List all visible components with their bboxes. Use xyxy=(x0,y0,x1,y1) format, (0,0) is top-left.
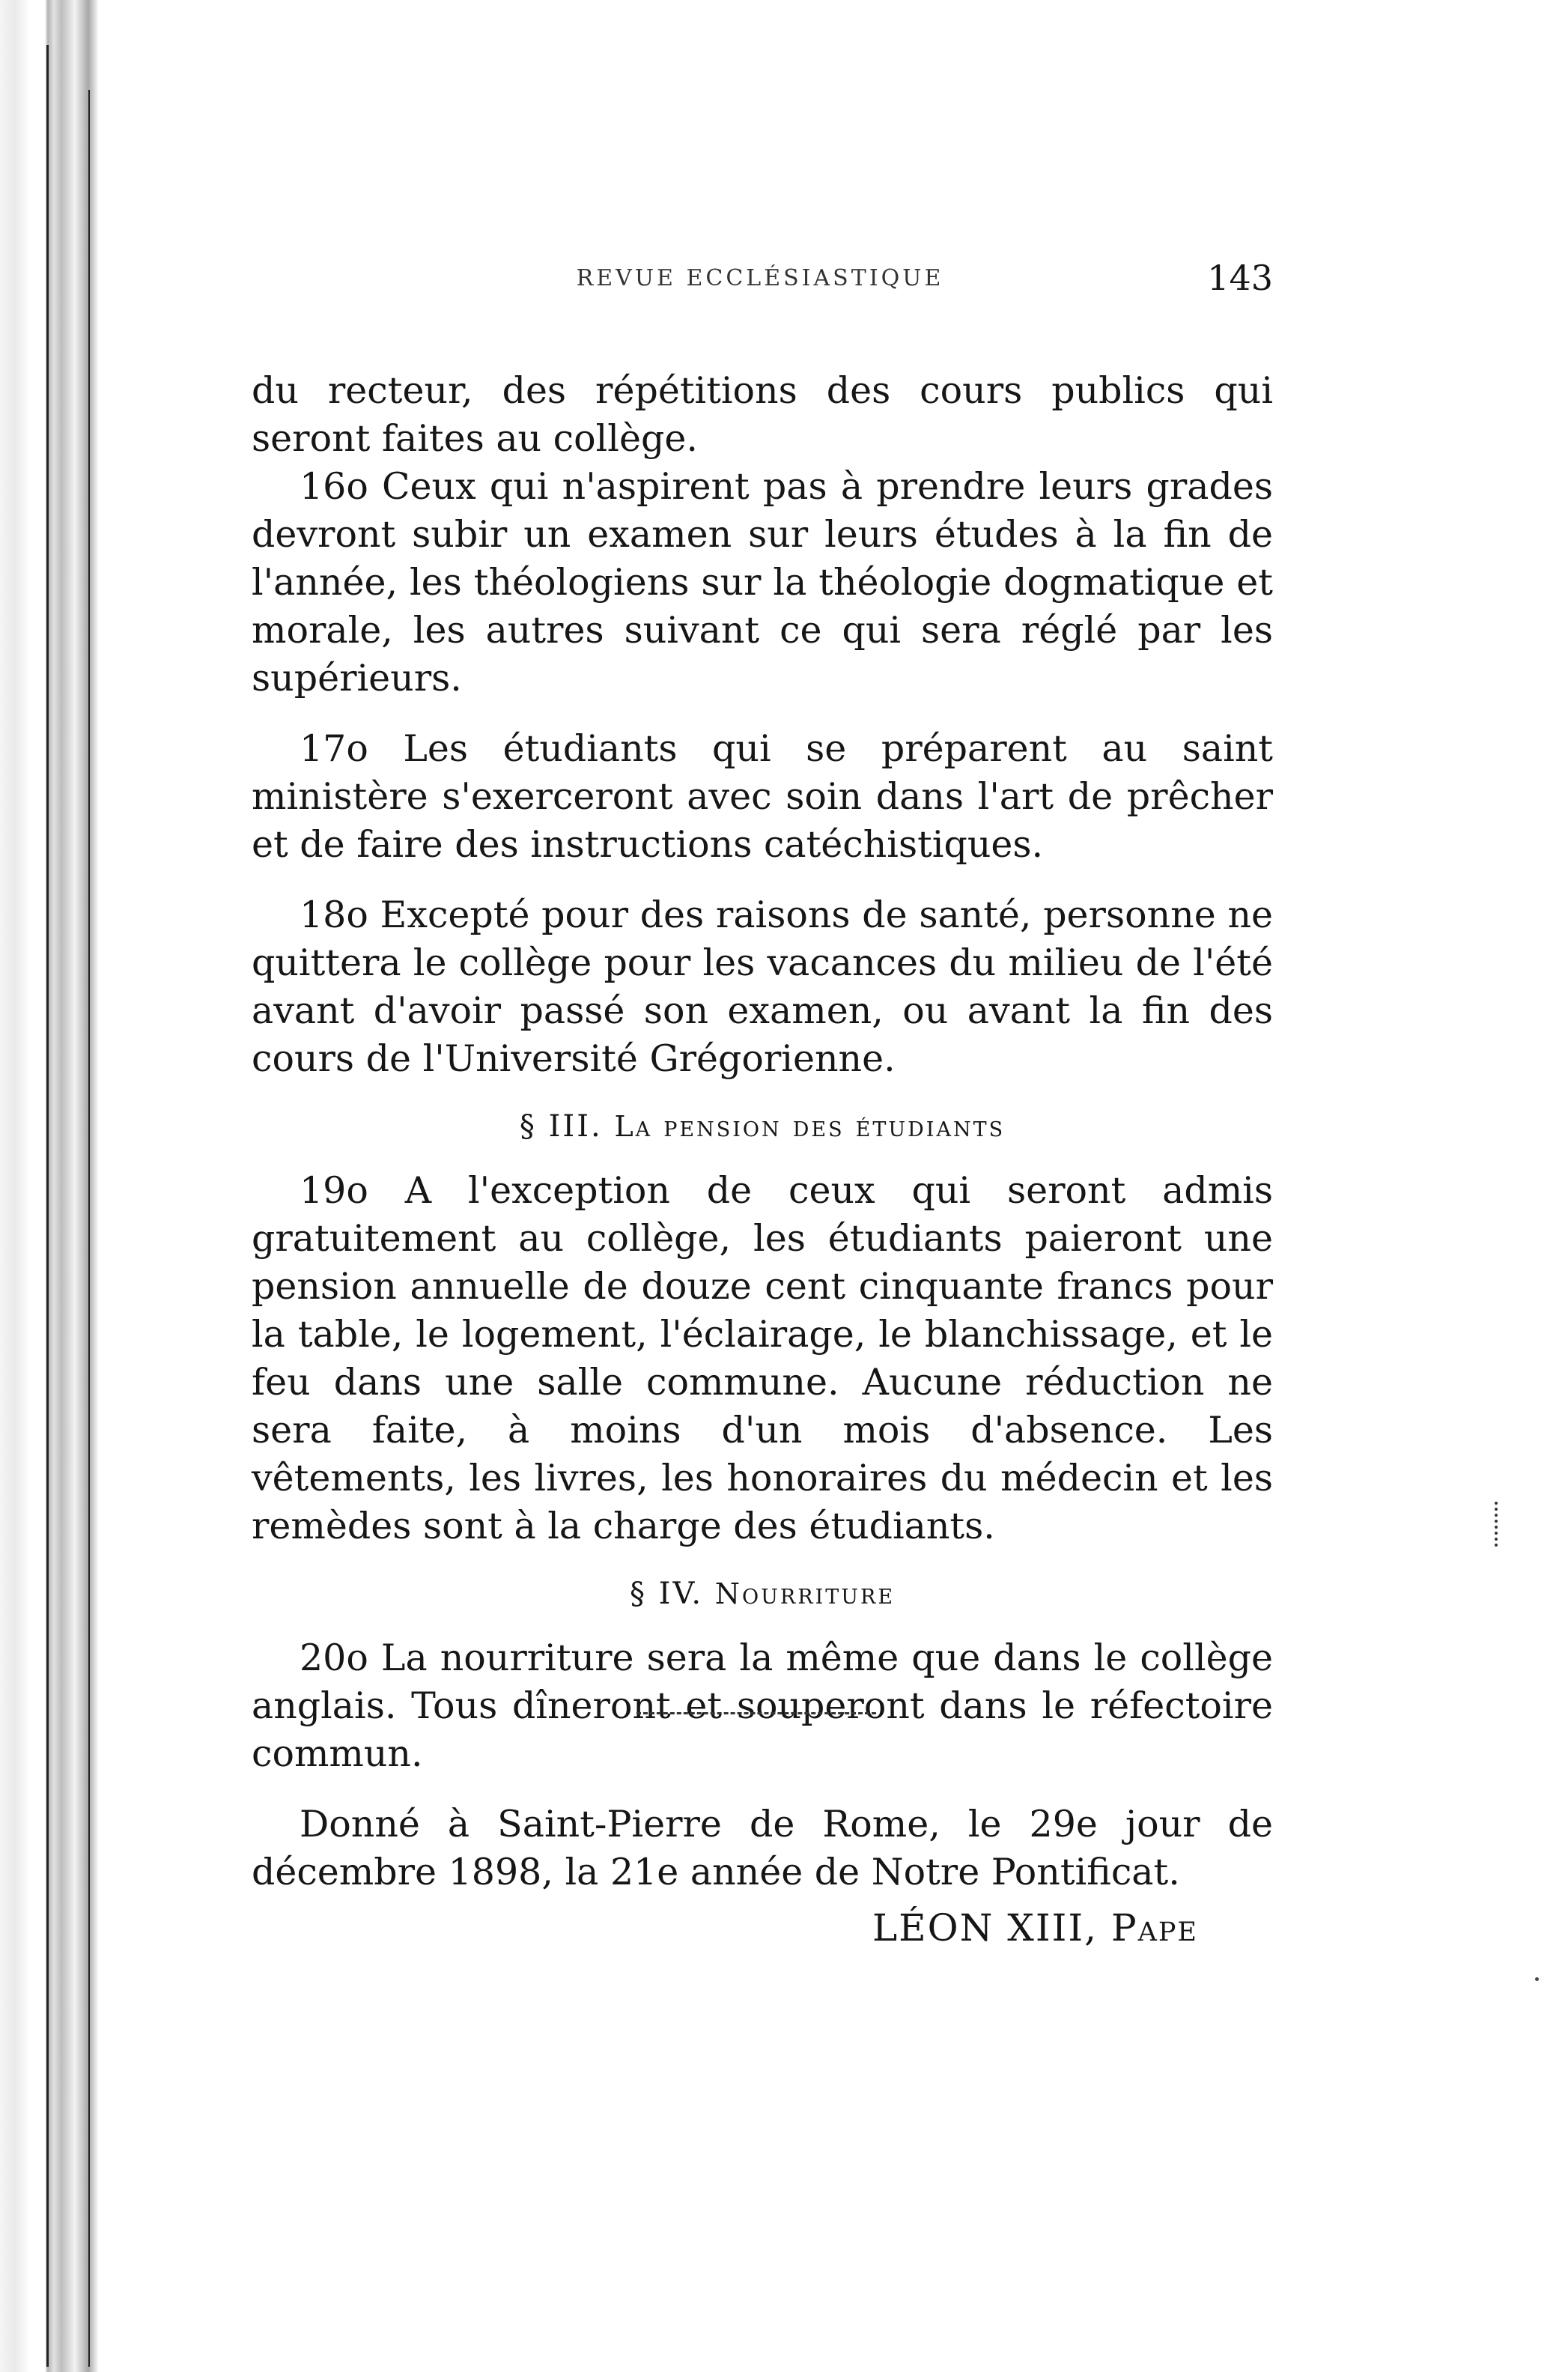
page-header xyxy=(247,258,1273,307)
signature-title: Pape xyxy=(1110,1906,1198,1950)
running-title: REVUE ECCLÉSIASTIQUE xyxy=(576,265,944,291)
section-title: La pension des étudiants xyxy=(614,1110,1006,1143)
section-title: Nourriture xyxy=(714,1577,896,1610)
paragraph-16: 16o Ceux qui n'aspirent pas à prendre leurs grades devront subir un examen sur leurs études à la fin de l'année, les théologiens sur la théologie dogmatique et morale, les autres suivant ce qui sera réglé par les supérieurs. xyxy=(252,465,1273,700)
scan-speck xyxy=(1535,1977,1539,1981)
binding-line-right xyxy=(88,90,90,2367)
paragraph-continuation: du recteur, des répétitions des cours publics qui seront faites au collège. xyxy=(252,369,1273,460)
scan-specks xyxy=(1495,1502,1504,1547)
signature-name: LÉON XIII, xyxy=(872,1906,1098,1950)
signature xyxy=(252,1904,1273,1952)
paragraph-19: 19o A l'exception de ceux qui seront admis gratuitement au collège, les étudiants paieront une pension annuelle de douze cent cinquante francs pour la table, le logement, l'éclairage, le blanchissage, et le feu dans une salle commune. Aucune réduction ne sera faite, à moins d'un mois d'absence. Les vêtements, les livres, les honoraires du médecin et les remèdes sont à la charge des étudiants. xyxy=(252,1169,1273,1547)
paragraph-20: 20o La nourriture sera la même que dans le collège anglais. Tous dîneront et souperont dans le réfectoire commun. xyxy=(252,1637,1273,1775)
section-heading-iv xyxy=(252,1570,1273,1618)
paragraph-given-at: Donné à Saint-Pierre de Rome, le 29e jour de décembre 1898, la 21e année de Notre Pontificat. xyxy=(252,1803,1273,1893)
section-mark: § IV. xyxy=(629,1577,704,1611)
page-number: 143 xyxy=(1207,258,1273,298)
scanned-binding-edge xyxy=(0,0,112,2372)
binding-line-left xyxy=(46,45,49,2367)
paragraph-17: 17o Les étudiants qui se préparent au saint ministère s'exerceront avec soin dans l'art de prêcher et de faire des instructions catéchistiques. xyxy=(252,727,1273,866)
section-mark: § III. xyxy=(519,1109,603,1144)
section-heading-iii xyxy=(252,1102,1273,1150)
end-rule xyxy=(636,1712,876,1714)
paragraph-18: 18o Excepté pour des raisons de santé, personne ne quittera le collège pour les vacances du milieu de l'été avant d'avoir passé son examen, ou avant la fin des cours de l'Université Grégorienne. xyxy=(252,894,1273,1080)
